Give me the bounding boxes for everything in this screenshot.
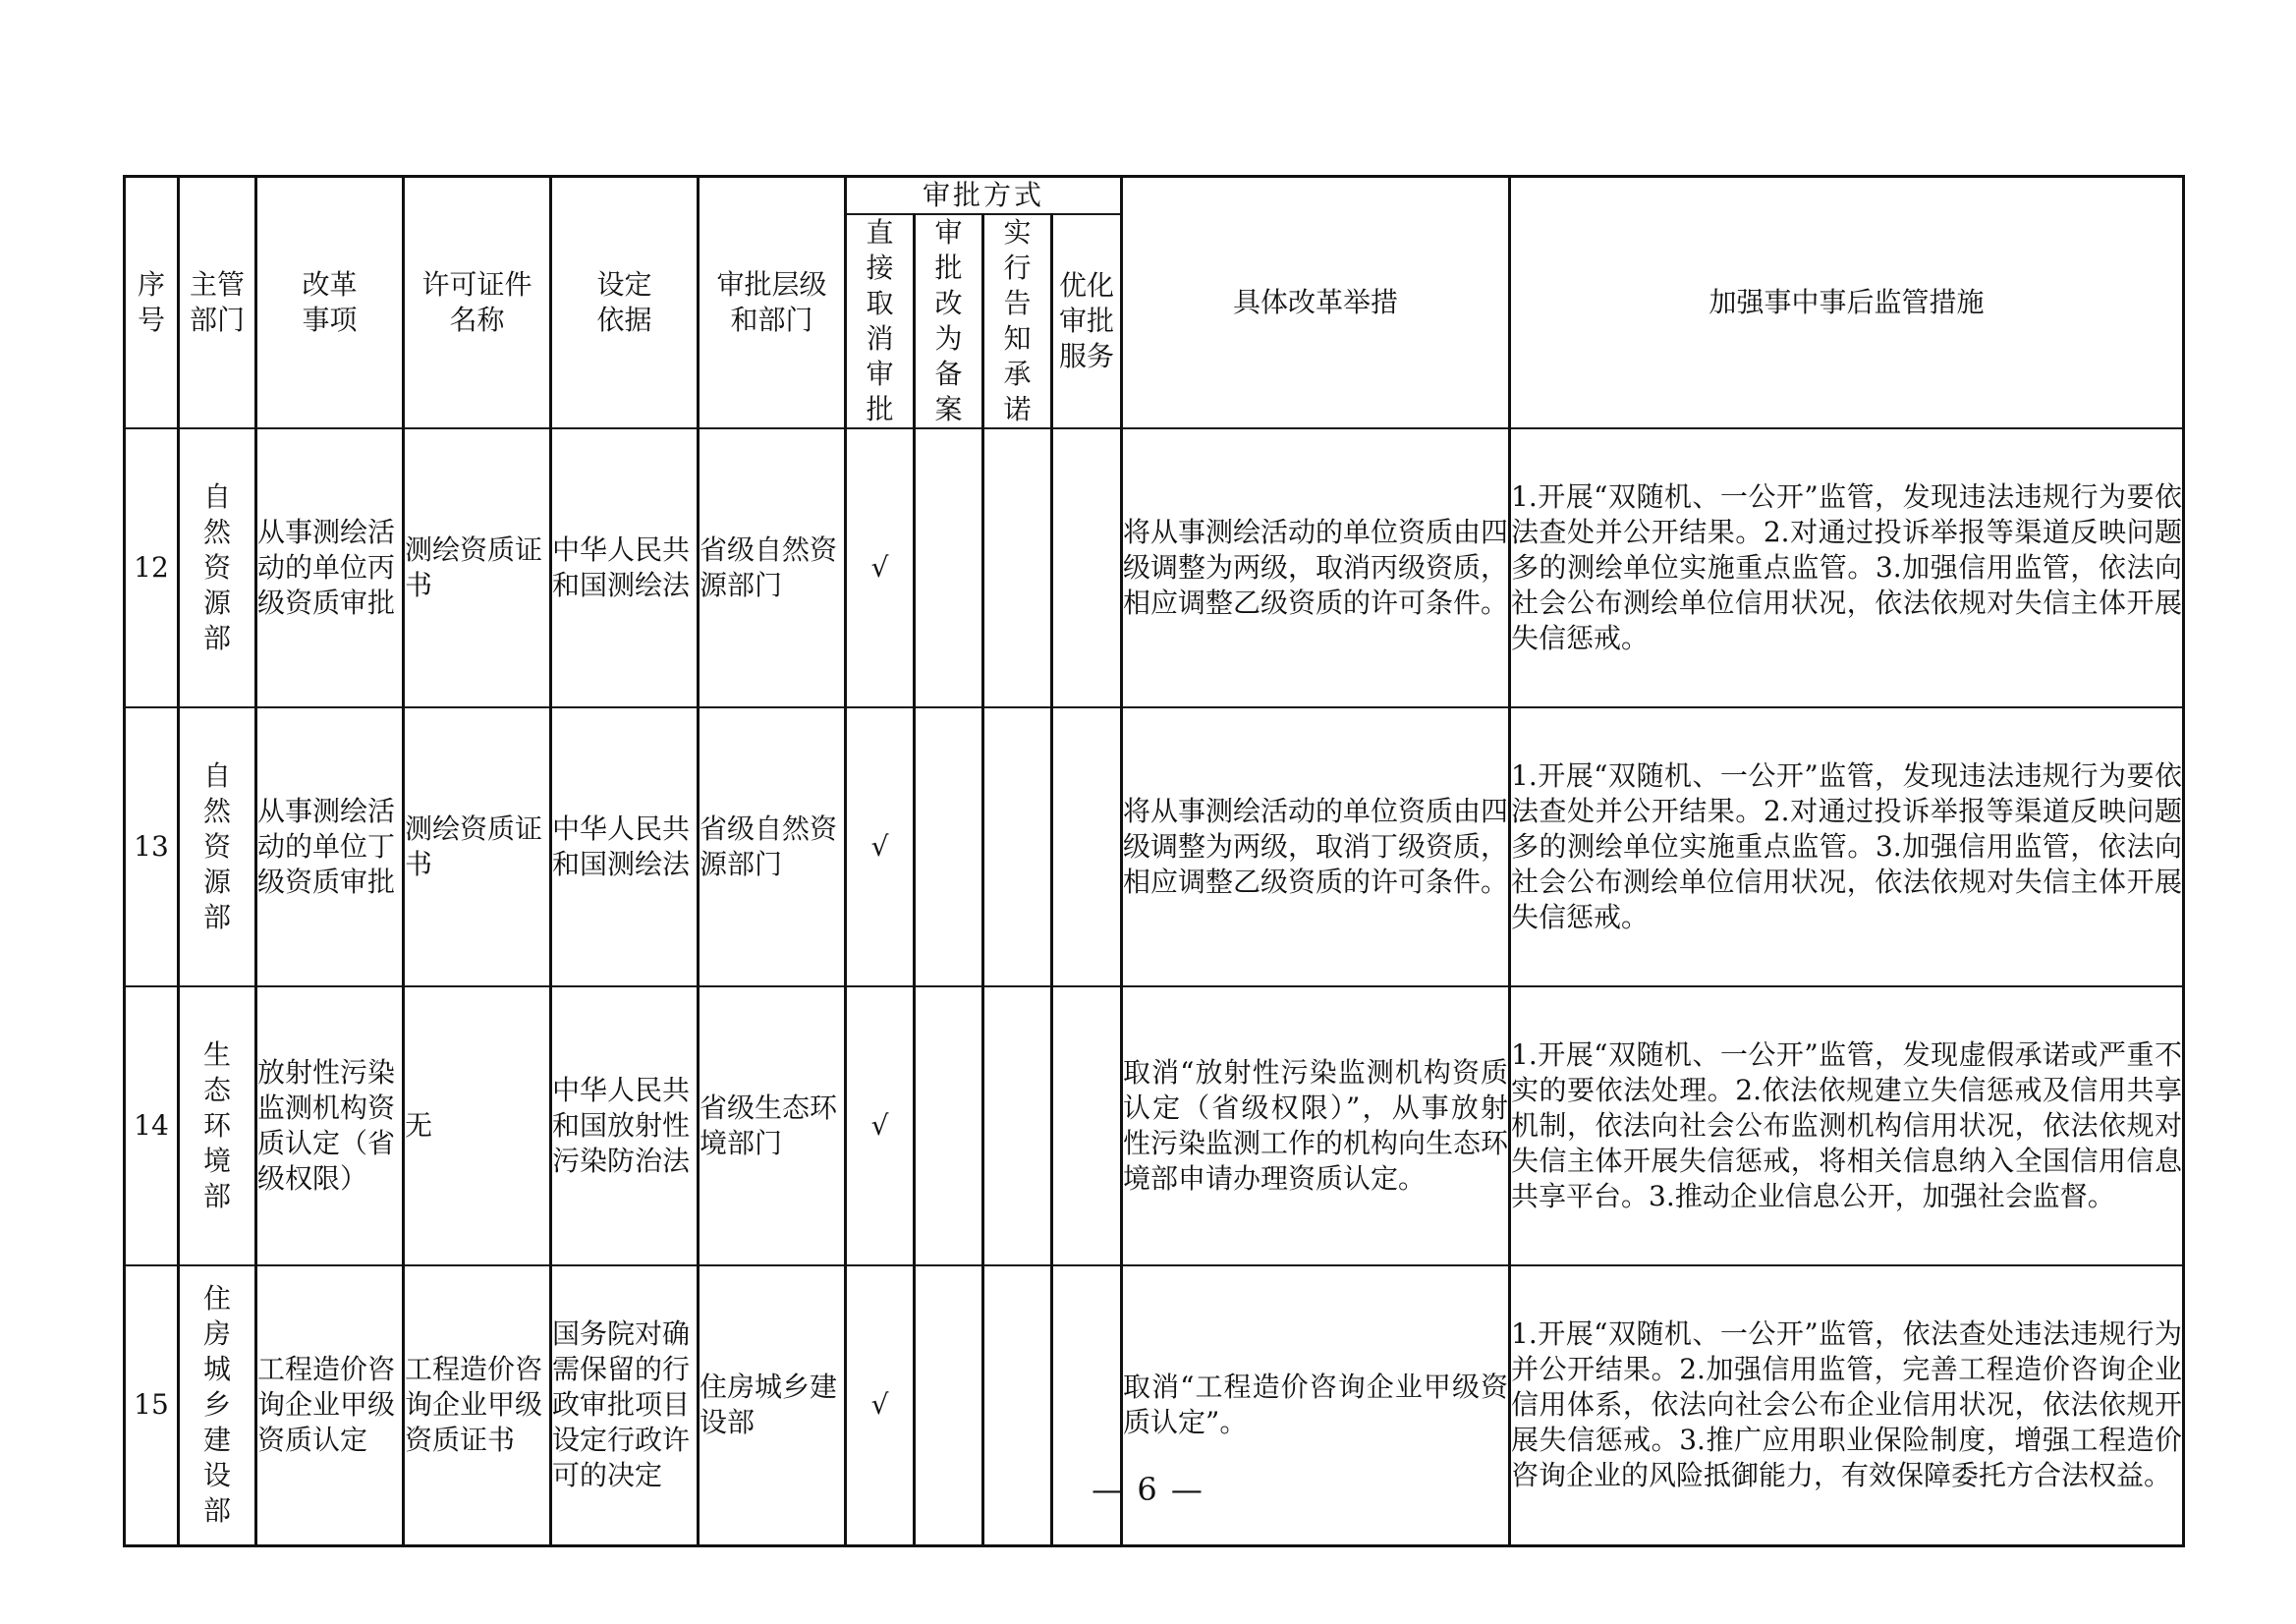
row-cancel-check: √ xyxy=(846,428,915,707)
header-supervision: 加强事中事后监管措施 xyxy=(1510,177,2184,429)
table-row xyxy=(125,428,2184,707)
row-cancel-check: √ xyxy=(846,986,915,1265)
row-basis: 中华人民共和国测绘法 xyxy=(551,428,699,707)
row-cancel-check: √ xyxy=(846,1265,915,1545)
header-mode-optimize: 优化审批服务 xyxy=(1052,214,1122,428)
row-seq: 13 xyxy=(125,707,179,986)
row-cert: 测绘资质证书 xyxy=(404,428,551,707)
row-level: 省级自然资源部门 xyxy=(699,428,846,707)
row-cancel-check: √ xyxy=(846,707,915,986)
row-supervision: 1.开展“双随机、一公开”监管，发现违法违规行为要依法查处并公开结果。2.对通过投诉举报等渠道反映问题多的测绘单位实施重点监管。3.加强信用监管，依法向社会公布测绘单位信用状况，依法依规对失信主体开展失信惩戒。 xyxy=(1510,707,2184,986)
row-cert: 工程造价咨询企业甲级资质证书 xyxy=(404,1265,551,1545)
row-measures: 取消“工程造价咨询企业甲级资质认定”。 xyxy=(1122,1265,1510,1545)
header-level: 审批层级和部门 xyxy=(699,177,846,429)
row-level: 省级自然资源部门 xyxy=(699,707,846,986)
row-level: 住房城乡建设部 xyxy=(699,1265,846,1545)
row-dept: 生态环境部 xyxy=(179,986,256,1265)
row-dept: 自然资源部 xyxy=(179,428,256,707)
header-cert: 许可证件名称 xyxy=(404,177,551,429)
row-promise-check xyxy=(983,707,1052,986)
row-optimize-check xyxy=(1052,428,1122,707)
row-item: 工程造价咨询企业甲级资质认定 xyxy=(256,1265,404,1545)
row-promise-check xyxy=(983,986,1052,1265)
table-row xyxy=(125,986,2184,1265)
row-supervision: 1.开展“双随机、一公开”监管，发现违法违规行为要依法查处并公开结果。2.对通过投诉举报等渠道反映问题多的测绘单位实施重点监管。3.加强信用监管，依法向社会公布测绘单位信用状况，依法依规对失信主体开展失信惩戒。 xyxy=(1510,428,2184,707)
row-promise-check xyxy=(983,428,1052,707)
row-measures: 将从事测绘活动的单位资质由四级调整为两级，取消丁级资质，相应调整乙级资质的许可条件。 xyxy=(1122,707,1510,986)
row-seq: 15 xyxy=(125,1265,179,1545)
row-seq: 14 xyxy=(125,986,179,1265)
table-header-row xyxy=(125,177,2184,215)
row-level: 省级生态环境部门 xyxy=(699,986,846,1265)
row-item: 从事测绘活动的单位丁级资质审批 xyxy=(256,707,404,986)
row-record-check xyxy=(915,986,983,1265)
row-dept: 自然资源部 xyxy=(179,707,256,986)
row-basis: 中华人民共和国放射性污染防治法 xyxy=(551,986,699,1265)
row-optimize-check xyxy=(1052,986,1122,1265)
row-cert: 测绘资质证书 xyxy=(404,707,551,986)
header-mode: 审批方式 xyxy=(846,177,1122,215)
row-record-check xyxy=(915,707,983,986)
row-optimize-check xyxy=(1052,707,1122,986)
header-mode-cancel: 直接取消审批 xyxy=(846,214,915,428)
row-record-check xyxy=(915,428,983,707)
header-dept: 主管部门 xyxy=(179,177,256,429)
row-basis: 中华人民共和国测绘法 xyxy=(551,707,699,986)
reform-table xyxy=(123,175,2185,1547)
page-number: — 6 — xyxy=(1092,1471,1204,1508)
row-cert: 无 xyxy=(404,986,551,1265)
header-mode-record: 审批改为备案 xyxy=(915,214,983,428)
row-supervision: 1.开展“双随机、一公开”监管，发现虚假承诺或严重不实的要依法处理。2.依法依规建立失信惩戒及信用共享机制，依法向社会公布监测机构信用状况，依法依规对失信主体开展失信惩戒，将相关信息纳入全国信用信息共享平台。3.推动企业信息公开，加强社会监督。 xyxy=(1510,986,2184,1265)
row-measures: 取消“放射性污染监测机构资质认定（省级权限）”，从事放射性污染监测工作的机构向生态环境部申请办理资质认定。 xyxy=(1122,986,1510,1265)
header-seq: 序号 xyxy=(125,177,179,429)
row-measures: 将从事测绘活动的单位资质由四级调整为两级，取消丙级资质，相应调整乙级资质的许可条件。 xyxy=(1122,428,1510,707)
header-measures: 具体改革举措 xyxy=(1122,177,1510,429)
row-item: 放射性污染监测机构资质认定（省级权限） xyxy=(256,986,404,1265)
row-basis: 国务院对确需保留的行政审批项目设定行政许可的决定 xyxy=(551,1265,699,1545)
table-row xyxy=(125,707,2184,986)
header-basis: 设定依据 xyxy=(551,177,699,429)
row-dept: 住房城乡建设部 xyxy=(179,1265,256,1545)
row-seq: 12 xyxy=(125,428,179,707)
row-supervision: 1.开展“双随机、一公开”监管，依法查处违法违规行为并公开结果。2.加强信用监管，完善工程造价咨询企业信用体系，依法向社会公布企业信用状况，依法依规开展失信惩戒。3.推广应用职业保险制度，增强工程造价咨询企业的风险抵御能力，有效保障委托方合法权益。 xyxy=(1510,1265,2184,1545)
header-item: 改革事项 xyxy=(256,177,404,429)
header-mode-promise: 实行告知承诺 xyxy=(983,214,1052,428)
row-item: 从事测绘活动的单位丙级资质审批 xyxy=(256,428,404,707)
